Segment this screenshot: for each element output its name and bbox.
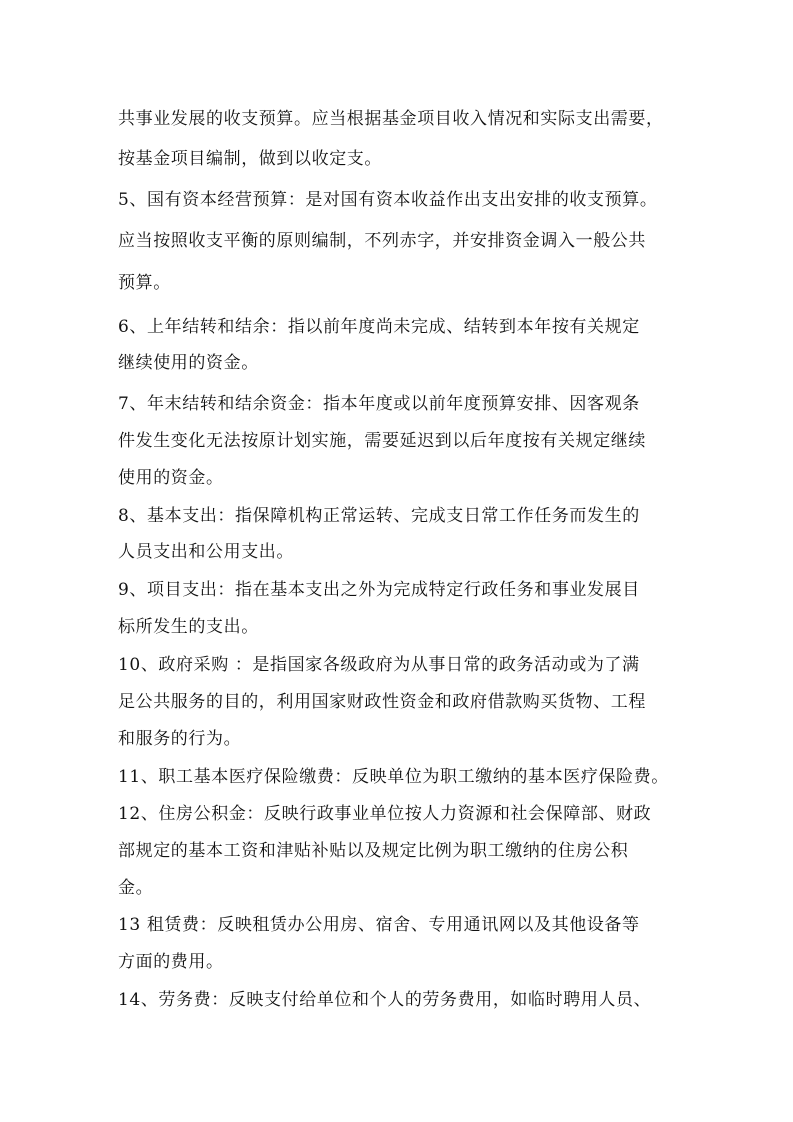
text-line: 按基金项目编制，做到以收定支。 bbox=[118, 149, 382, 169]
text-line: 人员支出和公用支出。 bbox=[118, 542, 294, 562]
text-line: 预算。 bbox=[118, 273, 171, 293]
text-line: 12、住房公积金：反映行政事业单位按人力资源和社会保障部、财政 bbox=[118, 804, 652, 824]
text-line: 应当按照收支平衡的原则编制，不列赤字，并安排资金调入一般公共 bbox=[118, 231, 646, 251]
text-line: 部规定的基本工资和津贴补贴以及规定比例为职工缴纳的住房公积 bbox=[118, 841, 629, 861]
text-line: 5、国有资本经营预算：是对国有资本收益作出支出安排的收支预算。 bbox=[118, 190, 658, 210]
text-line: 方面的费用。 bbox=[118, 952, 224, 972]
text-line: 共事业发展的收支预算。应当根据基金项目收入情况和实际支出需要， bbox=[118, 109, 664, 129]
text-line: 14、劳务费：反映支付给单位和个人的劳务费用，如临时聘用人员、 bbox=[118, 990, 652, 1010]
text-line: 继续使用的资金。 bbox=[118, 353, 259, 373]
text-line: 和服务的行为。 bbox=[118, 729, 242, 749]
text-line: 11、职工基本医疗保险缴费：反映单位为职工缴纳的基本医疗保险费。 bbox=[118, 767, 669, 787]
text-line: 9、项目支出：指在基本支出之外为完成特定行政任务和事业发展目 bbox=[118, 580, 640, 600]
text-line: 10、政府采购 ：是指国家各级政府为从事日常的政务活动或为了满 bbox=[118, 655, 640, 675]
text-line: 件发生变化无法按原计划实施，需要延迟到以后年度按有关规定继续 bbox=[118, 431, 646, 451]
text-line: 足公共服务的目的，利用国家财政性资金和政府借款购买货物、工程 bbox=[118, 692, 646, 712]
text-line: 使用的资金。 bbox=[118, 468, 224, 488]
text-line: 6、上年结转和结余：指以前年度尚未完成、结转到本年按有关规定 bbox=[118, 317, 640, 337]
text-line: 8、基本支出：指保障机构正常运转、完成支日常工作任务而发生的 bbox=[118, 506, 640, 526]
text-line: 13 租赁费：反映租赁办公用房、宿舍、专用通讯网以及其他设备等 bbox=[118, 915, 640, 935]
text-line: 标所发生的支出。 bbox=[118, 617, 259, 637]
text-line: 金。 bbox=[118, 878, 154, 898]
text-line: 7、年末结转和结余资金：指本年度或以前年度预算安排、因客观条 bbox=[118, 394, 640, 414]
